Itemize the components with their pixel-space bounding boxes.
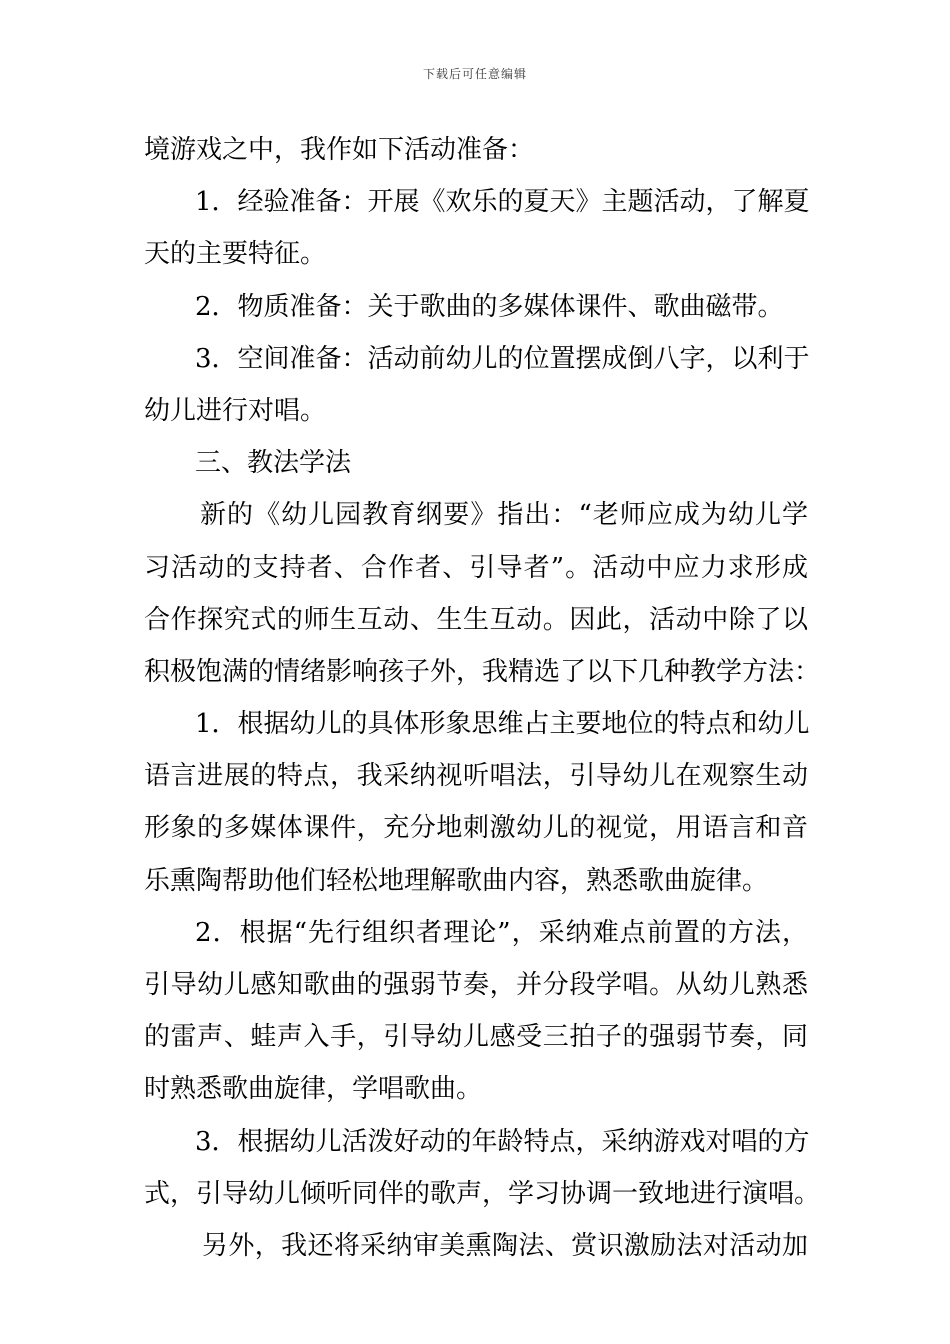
text-line: 乐熏陶帮助他们轻松地理解歌曲内容，熟悉歌曲旋律。 — [144, 865, 769, 896]
text-line: 3．根据幼儿活泼好动的年龄特点，采纳游戏对唱的方 — [195, 1126, 810, 1157]
text-line: 幼儿进行对唱。 — [144, 395, 327, 426]
text-line: 新的《幼儿园教育纲要》指出：“老师应成为幼儿学 — [200, 500, 808, 531]
text-line: 引导幼儿感知歌曲的强弱节奏，并分段学唱。从幼儿熟悉 — [144, 970, 808, 1000]
text-line: 的雷声、蛙声入手，引导幼儿感受三拍子的强弱节奏，同 — [144, 1022, 808, 1053]
document-body — [144, 124, 821, 1272]
page-header: 下载后可任意编辑 — [422, 67, 527, 81]
text-line: 式，引导幼儿倾听同伴的歌声，学习协调一致地进行演唱。 — [144, 1178, 821, 1209]
text-line: 积极饱满的情绪影响孩子外，我精选了以下几种教学方法： — [144, 656, 821, 687]
text-line: 1．根据幼儿的具体形象思维占主要地位的特点和幼儿 — [195, 709, 810, 740]
text-line: 境游戏之中，我作如下活动准备： — [144, 135, 535, 165]
text-line: 2．根据“先行组织者理论”，采纳难点前置的方法， — [195, 917, 808, 948]
text-line: 3．空间准备：活动前幼儿的位置摆成倒八字，以利于 — [195, 343, 810, 374]
text-line: 语言进展的特点，我采纳视听唱法，引导幼儿在观察生动 — [144, 761, 808, 792]
text-line: 1．经验准备：开展《欢乐的夏天》主题活动，了解夏 — [195, 187, 810, 218]
section-heading: 三、教法学法 — [195, 448, 352, 479]
text-line: 天的主要特征。 — [144, 239, 327, 270]
text-line: 另外，我还将采纳审美熏陶法、赏识激励法对活动加 — [202, 1230, 808, 1261]
text-line: 形象的多媒体课件，充分地刺激幼儿的视觉，用语言和音 — [144, 813, 808, 844]
text-line: 2．物质准备：关于歌曲的多媒体课件、歌曲磁带。 — [195, 291, 784, 322]
text-line: 合作探究式的师生互动、生生互动。因此，活动中除了以 — [144, 604, 808, 635]
text-line: 习活动的支持者、合作者、引导者”。活动中应力求形成 — [144, 552, 808, 583]
text-line: 时熟悉歌曲旋律，学唱歌曲。 — [144, 1074, 483, 1105]
